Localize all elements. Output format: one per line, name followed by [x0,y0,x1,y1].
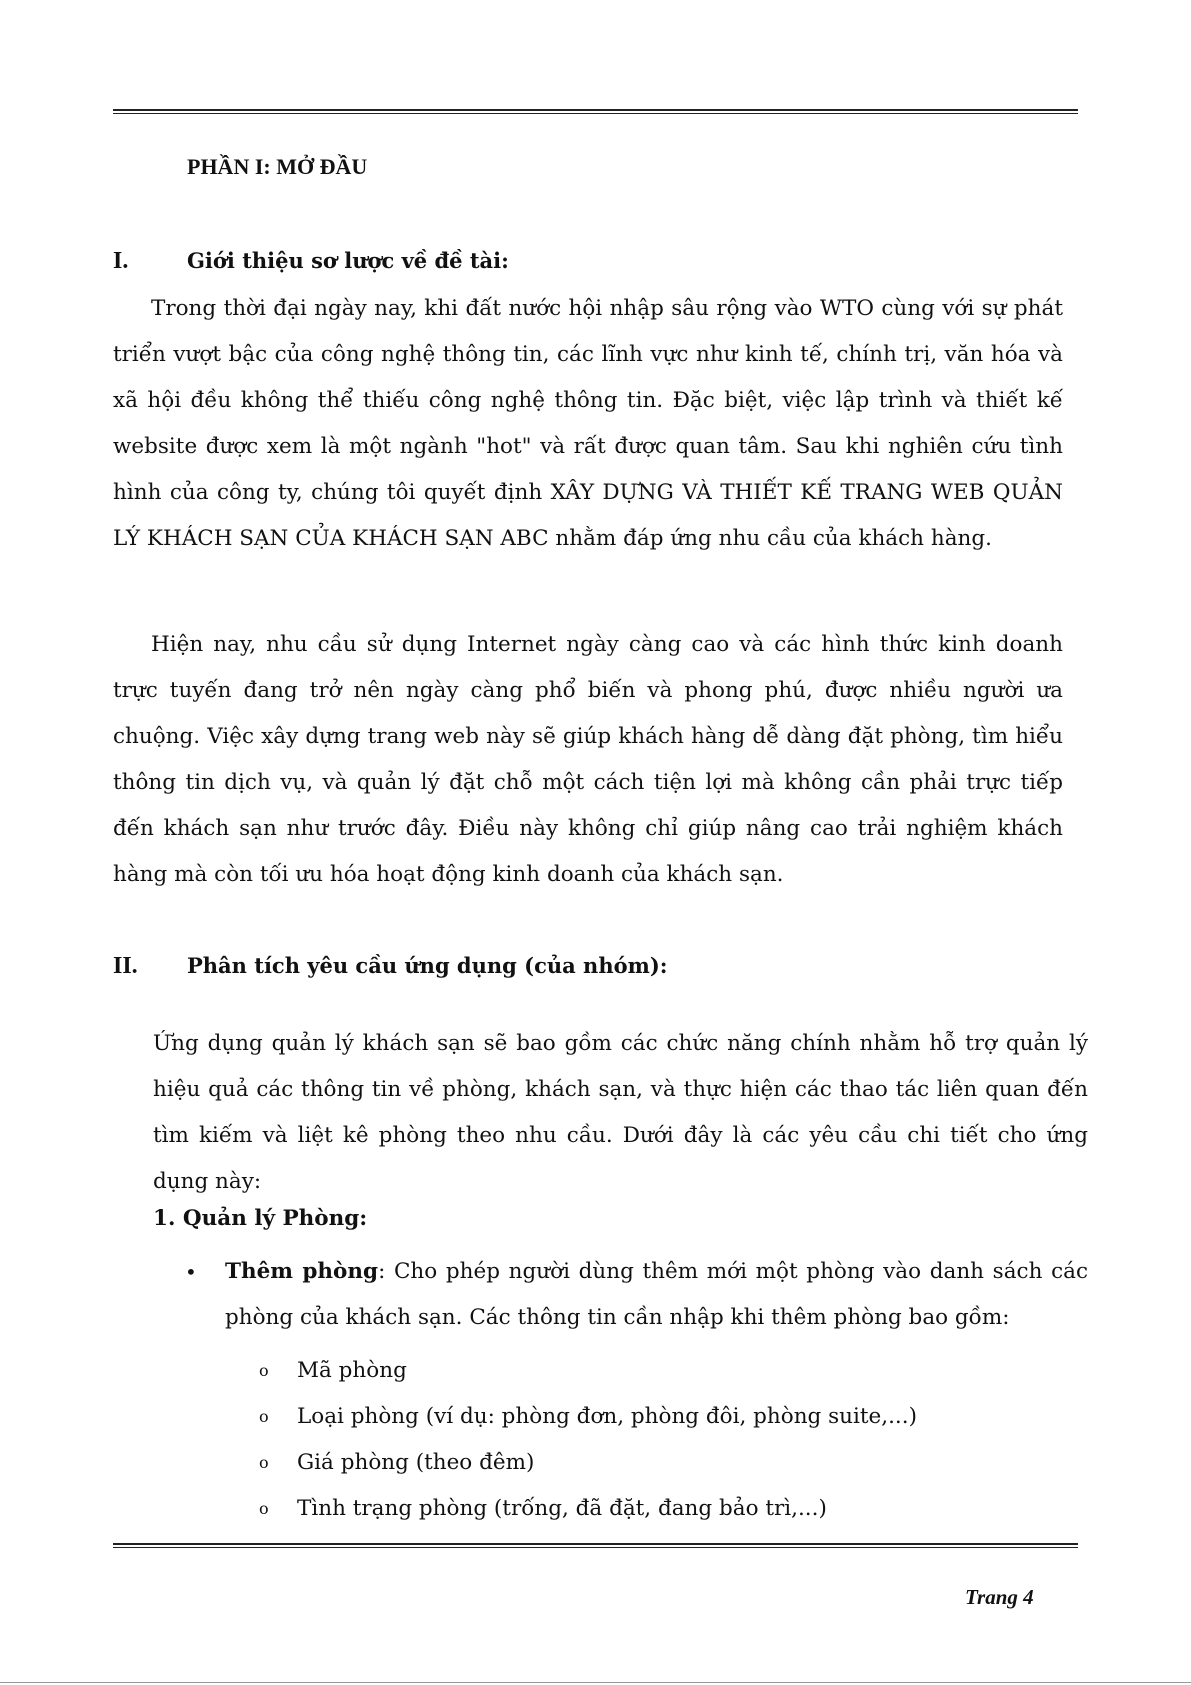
bullet-label: Thêm phòng [225,1259,379,1284]
footer-rule [113,1543,1078,1548]
section-title: Phân tích yêu cầu ứng dụng (của nhóm): [187,953,668,978]
field-text: Loại phòng (ví dụ: phòng đơn, phòng đôi, phòng suite,...) [297,1404,917,1429]
section-title: Giới thiệu sơ lược về đề tài: [187,248,509,273]
bullet-text: : Cho phép người dùng thêm mới một phòng vào danh sách các phòng của khách sạn. Các thông tin cần nhập khi thêm phòng bao gồm: [225,1259,1088,1330]
list-item [185,1249,1088,1341]
page-edge [0,1682,1191,1683]
bullet-icon: • [185,1260,197,1284]
room-fields-list [257,1348,917,1532]
section-number: I. [113,248,129,274]
field-text: Mã phòng [297,1358,407,1383]
circle-bullet-icon: o [259,1407,269,1426]
list-item [257,1486,917,1532]
subsection-title: 1. Quản lý Phòng: [153,1206,368,1231]
circle-bullet-icon: o [259,1453,269,1472]
field-text: Giá phòng (theo đêm) [297,1450,535,1475]
circle-bullet-icon: o [259,1499,269,1518]
page-title: PHẦN I: MỞ ĐẦU [187,154,368,179]
list-item [257,1394,917,1440]
section-number: II. [113,953,138,979]
requirements-intro: Ứng dụng quản lý khách sạn sẽ bao gồm các chức năng chính nhằm hỗ trợ quản lý hiệu quả các thông tin về phòng, khách sạn, và thực hiện các thao tác liên quan đến tìm kiếm và liệt kê phòng theo nhu cầu. Dưới đây là các yêu cầu chi tiết cho ứng dụng này: [153,1031,1088,1194]
list-item [257,1440,917,1486]
list-item [257,1348,917,1394]
header-rule [113,109,1078,114]
intro-paragraph-2: Hiện nay, nhu cầu sử dụng Internet ngày càng cao và các hình thức kinh doanh trực tuyến đang trở nên ngày càng phổ biến và phong phú, được nhiều người ưa chuộng. Việc xây dựng trang web này sẽ giúp khách hàng dễ dàng đặt phòng, tìm hiểu thông tin dịch vụ, và quản lý đặt chỗ một cách tiện lợi mà không cần phải trực tiếp đến khách sạn như trước đây. Điều này không chỉ giúp nâng cao trải nghiệm khách hàng mà còn tối ưu hóa hoạt động kinh doanh của khách sạn. [113,632,1063,887]
field-text: Tình trạng phòng (trống, đã đặt, đang bảo trì,...) [297,1496,827,1521]
intro-paragraph-1: Trong thời đại ngày nay, khi đất nước hội nhập sâu rộng vào WTO cùng với sự phát triển vượt bậc của công nghệ thông tin, các lĩnh vực như kinh tế, chính trị, văn hóa và xã hội đều không thể thiếu công nghệ thông tin. Đặc biệt, việc lập trình và thiết kế website được xem là một ngành "hot" và rất được quan tâm. Sau khi nghiên cứu tình hình của công ty, chúng tôi quyết định XÂY DỰNG VÀ THIẾT KẾ TRANG WEB QUẢN LÝ KHÁCH SẠN CỦA KHÁCH SẠN ABC nhằm đáp ứng nhu cầu của khách hàng. [113,296,1063,551]
circle-bullet-icon: o [259,1361,269,1380]
page-number: Trang 4 [965,1585,1034,1609]
